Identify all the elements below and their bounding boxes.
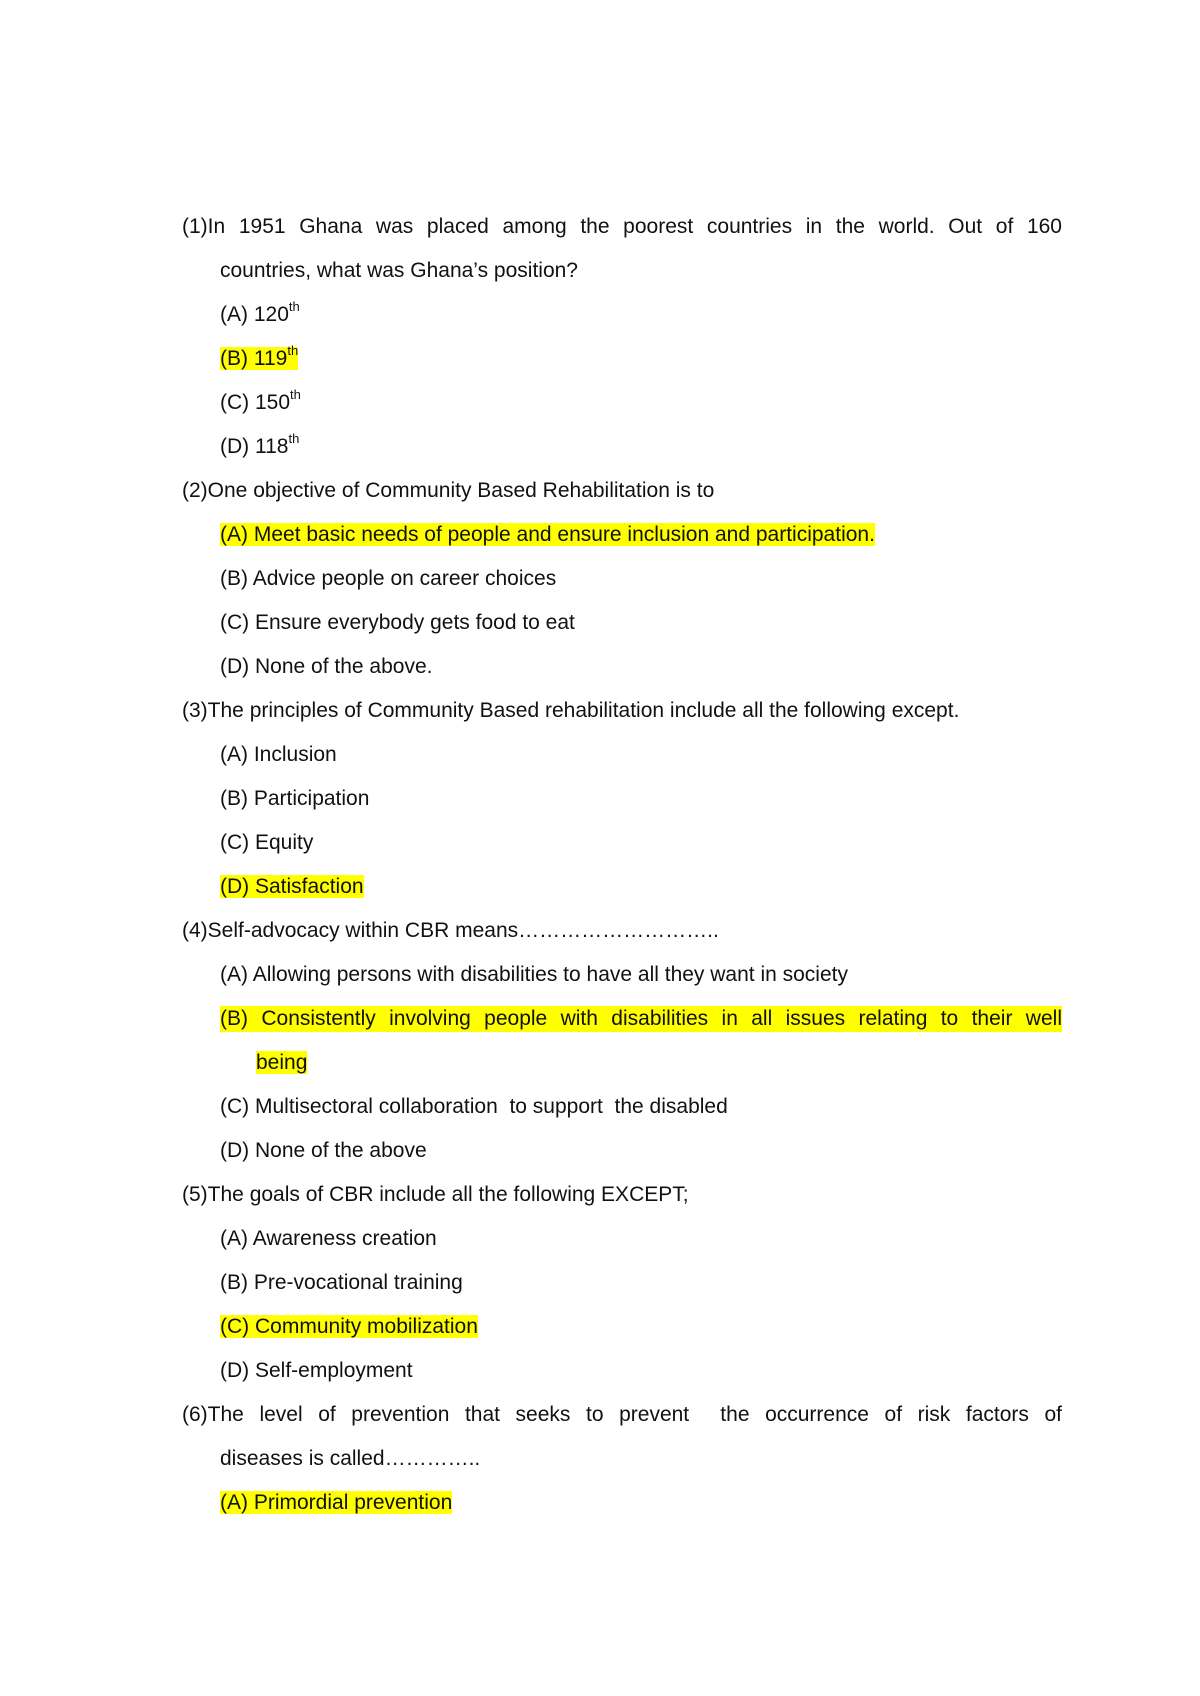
option-letter: (C) (220, 1315, 250, 1338)
option-text: Primordial prevention (253, 1491, 453, 1514)
option-letter: (D) (220, 655, 250, 678)
question-2 (182, 478, 714, 504)
answer-highlight (220, 875, 364, 898)
option-letter: (B) (220, 347, 248, 370)
option-text: None of the above. (255, 655, 433, 678)
question-3-option-a (220, 742, 337, 768)
question-4-option-b-line-1 (220, 1006, 1062, 1032)
option-letter: (A) (220, 743, 248, 766)
option-text: Consistently involving people with disabilities in all issues relating to their well (261, 1007, 1062, 1030)
option-letter: (D) (220, 1139, 250, 1162)
option-letter: (C) (220, 831, 250, 854)
question-2-text: One objective of Community Based Rehabilitation is to (207, 479, 715, 502)
option-letter: (B) (220, 1007, 248, 1030)
option-text: Advice people on career choices (252, 567, 557, 590)
option-text: Participation (253, 787, 370, 810)
question-6-line-1 (182, 1402, 1062, 1428)
option-text: Allowing persons with disabilities to have all they want in society (252, 963, 848, 986)
question-4-option-d (220, 1138, 427, 1164)
question-5-text: The goals of CBR include all the following EXCEPT; (207, 1183, 689, 1206)
option-letter: (B) (220, 1271, 248, 1294)
question-5-option-d (220, 1358, 413, 1384)
question-3-option-c (220, 830, 313, 856)
option-letter: (A) (220, 1491, 248, 1514)
question-1-number: (1) (182, 215, 208, 238)
question-4-number: (4) (182, 919, 208, 942)
question-5-option-c (220, 1314, 478, 1340)
option-superscript: th (288, 431, 300, 446)
question-4-option-a (220, 962, 848, 988)
answer-highlight (220, 523, 875, 546)
option-text: Ensure everybody gets food to eat (255, 611, 575, 634)
option-text: 119 (253, 347, 288, 370)
option-letter: (B) (220, 567, 248, 590)
option-text: Pre-vocational training (253, 1271, 463, 1294)
option-letter: (B) (220, 787, 248, 810)
question-1-option-b (220, 343, 299, 372)
option-letter: (D) (220, 875, 250, 898)
option-text: Meet basic needs of people and ensure inclusion and participation. (253, 523, 875, 546)
question-2-option-d (220, 654, 432, 680)
question-1-option-c (220, 387, 301, 416)
option-superscript: th (290, 387, 301, 402)
question-3-option-d (220, 874, 364, 900)
question-4-option-b-line-2 (256, 1050, 307, 1076)
option-letter: (A) (220, 963, 248, 986)
question-6-number: (6) (182, 1403, 208, 1426)
question-6-option-a (220, 1490, 452, 1516)
answer-highlight: being (256, 1051, 308, 1074)
question-5-number: (5) (182, 1183, 208, 1206)
option-text: Satisfaction (255, 875, 364, 898)
question-1-option-d (220, 431, 300, 460)
option-text: Community mobilization (255, 1315, 478, 1338)
option-letter: (C) (220, 391, 250, 414)
question-2-number: (2) (182, 479, 208, 502)
option-letter: (C) (220, 1095, 250, 1118)
option-text: Inclusion (253, 743, 337, 766)
option-text: 118 (255, 435, 289, 458)
question-6-text-line-2: diseases is called………….. (220, 1447, 481, 1470)
question-2-option-c (220, 610, 575, 636)
option-letter: (A) (220, 523, 248, 546)
option-text: None of the above (255, 1139, 427, 1162)
option-text: Multisectoral collaboration to support the disabled (255, 1095, 728, 1118)
option-text: Self-employment (255, 1359, 413, 1382)
question-1-line-1 (182, 214, 1062, 240)
question-4-option-c (220, 1094, 728, 1120)
question-3-option-b (220, 786, 369, 812)
option-text: Equity (255, 831, 314, 854)
question-2-option-b (220, 566, 556, 592)
answer-highlight (220, 1491, 452, 1514)
question-1-text-line-1: In 1951 Ghana was placed among the poorest countries in the world. Out of 160 (207, 215, 1062, 238)
option-text: 120 (253, 303, 289, 326)
question-1-text-line-2: countries, what was Ghana’s position? (220, 259, 578, 282)
question-4 (182, 918, 719, 944)
option-letter: (C) (220, 611, 250, 634)
option-letter: (A) (220, 303, 248, 326)
question-3 (182, 698, 959, 724)
question-1-option-a (220, 299, 300, 328)
answer-highlight (220, 1315, 478, 1338)
question-6-text-line-1: The level of prevention that seeks to prevent the occurrence of risk factors of (207, 1403, 1062, 1426)
option-text: 150 (255, 391, 291, 414)
answer-highlight (220, 343, 299, 370)
option-text: Awareness creation (252, 1227, 437, 1250)
question-2-option-a (220, 522, 875, 548)
question-3-number: (3) (182, 699, 208, 722)
option-superscript: th (287, 343, 299, 358)
question-5 (182, 1182, 689, 1208)
question-5-option-b (220, 1270, 463, 1296)
question-3-text: The principles of Community Based rehabilitation include all the following except. (207, 699, 960, 722)
option-letter: (D) (220, 1359, 250, 1382)
answer-highlight (220, 1006, 1062, 1032)
option-letter: (D) (220, 435, 250, 458)
question-4-text: Self-advocacy within CBR means……………………….. (207, 919, 719, 942)
option-letter: (A) (220, 1227, 248, 1250)
option-superscript: th (288, 299, 300, 314)
question-5-option-a (220, 1226, 437, 1252)
